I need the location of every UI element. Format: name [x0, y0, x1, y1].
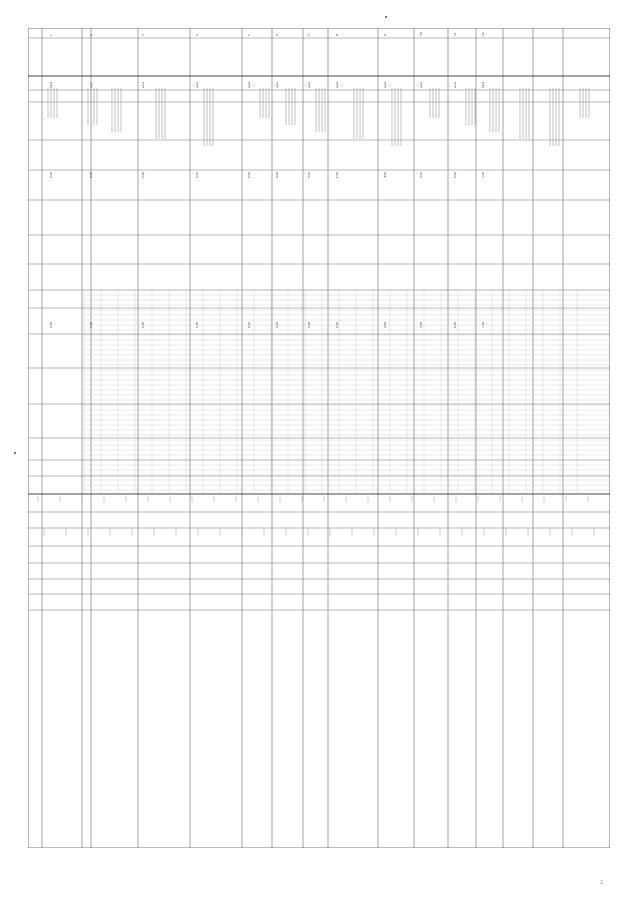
unit-label: кв.м: [454, 82, 457, 88]
unit-label: кв.м: [384, 82, 387, 88]
amount-value: 5,00: [307, 171, 311, 178]
amount-value: 5,00: [307, 321, 311, 328]
unit-label: кв.м: [248, 82, 251, 88]
amount-value: 7,00: [481, 321, 485, 328]
amount-value: 0,00: [141, 321, 145, 328]
row-number: 10: [419, 32, 423, 36]
unit-label: кв.м: [336, 82, 339, 88]
amount-value: 1,00: [335, 171, 339, 178]
amount-value: 4,00: [383, 321, 387, 328]
row-number: 2: [89, 34, 93, 36]
unit-label: кв.м: [196, 82, 199, 88]
row-number: 11: [453, 32, 457, 36]
unit-label: кв.м: [50, 82, 53, 88]
row-number: 1: [49, 34, 53, 36]
amount-value: 0,00: [141, 171, 145, 178]
amount-value: 6,00: [453, 171, 457, 178]
rotated-table-sheet: [28, 28, 610, 848]
amount-value: 0,00: [49, 321, 53, 328]
amount-value: 6,00: [453, 321, 457, 328]
unit-label: кв.м: [90, 82, 93, 88]
row-number: 6: [275, 34, 279, 36]
amount-value: 0,00: [89, 321, 93, 328]
amount-value: 0,00: [195, 321, 199, 328]
page-mark: [385, 16, 387, 18]
amount-value: 4,00: [383, 171, 387, 178]
unit-label: кв.м: [276, 82, 279, 88]
page-number: 2: [600, 880, 604, 886]
unit-label: кв.м: [308, 82, 311, 88]
amount-value: 3,00: [419, 171, 423, 178]
unit-label: кв.м: [142, 82, 145, 88]
amount-value: 0,00: [49, 171, 53, 178]
amount-value: 3,00: [419, 321, 423, 328]
amount-value: 0,00: [275, 171, 279, 178]
row-number: 8: [335, 34, 339, 36]
amount-value: 0,00: [89, 171, 93, 178]
unit-label: кв.м: [482, 82, 485, 88]
row-number: 12: [481, 32, 485, 36]
page-mark: [14, 452, 16, 454]
amount-value: 1,00: [335, 321, 339, 328]
amount-value: 0,00: [247, 321, 251, 328]
amount-value: 0,00: [195, 171, 199, 178]
row-number: 7: [307, 34, 311, 36]
amount-value: 0,00: [275, 321, 279, 328]
row-number: 5: [247, 34, 251, 36]
amount-value: 0,00: [247, 171, 251, 178]
unit-label: кв.м: [420, 82, 423, 88]
row-number: 3: [141, 34, 145, 36]
table-grid: [28, 28, 610, 848]
row-number: 9: [383, 34, 387, 36]
row-number: 4: [195, 34, 199, 36]
amount-value: 7,00: [481, 171, 485, 178]
